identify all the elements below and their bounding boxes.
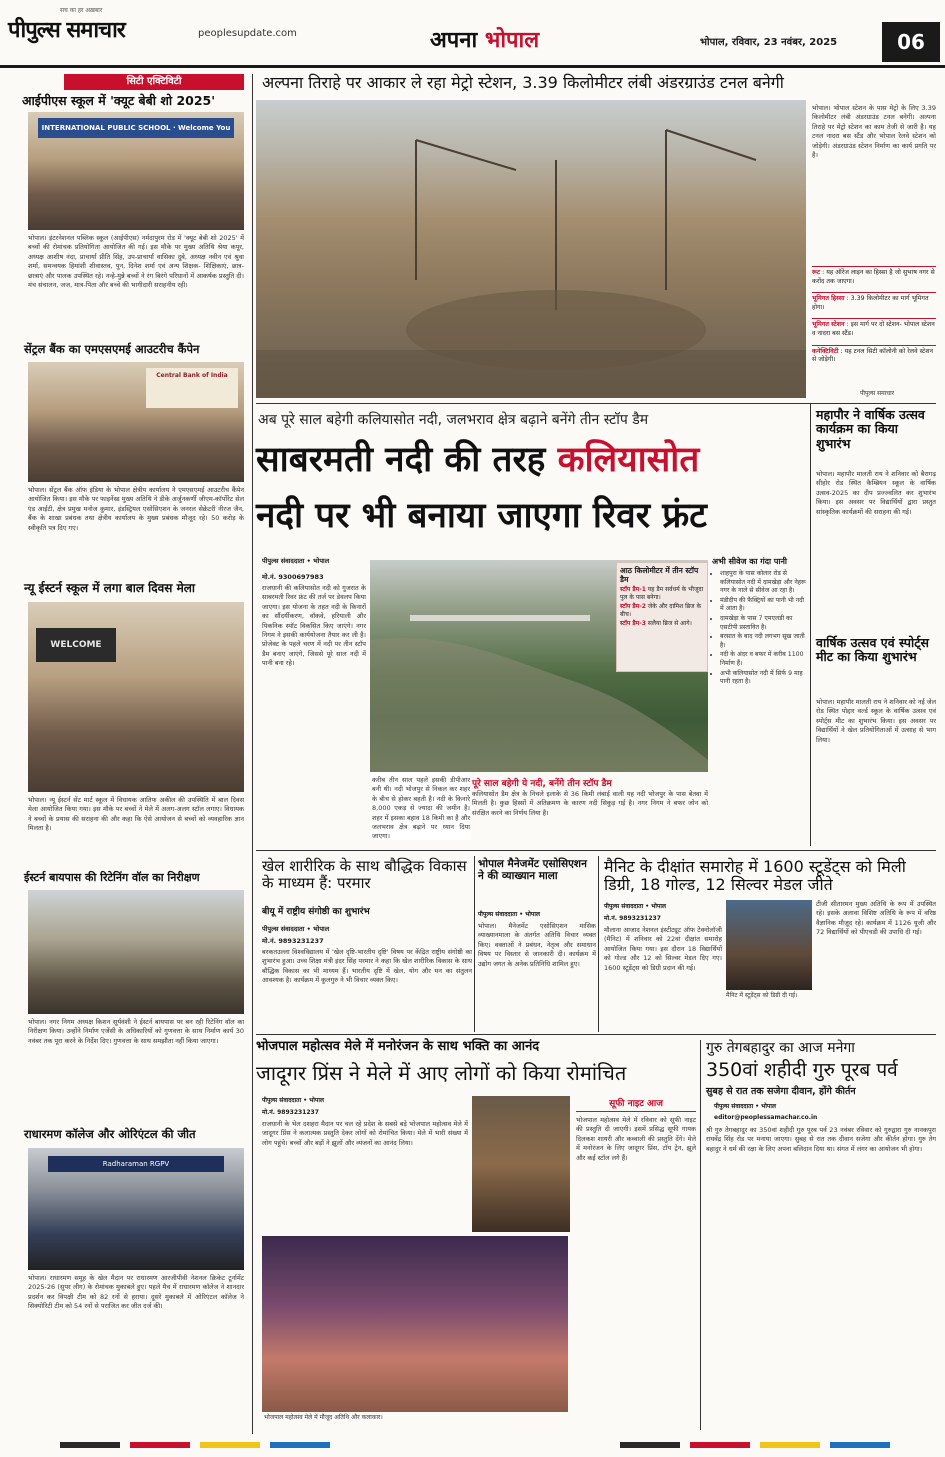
bhojpal-photo-caption: भोजपाल महोत्सव मेले में मौजूद अतिथि और कलाकार। (264, 1414, 383, 1421)
color-swatch (690, 1442, 750, 1448)
sufi-night-text: भोजपाल महोत्सव मेले में रविवार को सूफी नाइट की प्रस्तुति दी जाएगी। इसमें प्रसिद्ध सूफी गायक दिलकश शायरी और कव्वाली की प्रस्तुति देंगे। मेले में मनोरंजन के लिए जादूगर प्रिंस, टॉय ट्रेन, झूले और कई स्टॉल लगे हैं। (576, 1116, 696, 1162)
color-swatch (830, 1442, 890, 1448)
khel-subhead: बीयू में राष्ट्रीय संगोष्ठी का शुभारंभ (262, 907, 370, 917)
school-banner: INTERNATIONAL PUBLIC SCHOOL · Welcome You (38, 118, 234, 138)
lower-divider (256, 1034, 936, 1035)
manit-byline: पीपुल्स संवाददाता • भोपाल (604, 903, 666, 910)
stop-dam-1-text: यह डैम सर्वधर्म के भीजूदा पुल के पास बनेगा। (620, 586, 704, 601)
manit-text-2: टीजी सीतारमन मुख्य अतिथि के रूप में उपस्थित रहे। इसके अलावा विशिष्ट अतिथि के रूप में वरिष्ठ वैज्ञानिक मौजूद रहे। कार्यक्रम में 1126 यूजी और 72 विद्यार्थियों को पीएचडी की उपाधि दी गई। (816, 900, 936, 937)
footer-color-strip (0, 1438, 945, 1452)
mgmt-divider (598, 856, 599, 1032)
bhojpal-byline: पीपुल्स संवाददाता • भोपाल (262, 1097, 324, 1104)
metro-fact-3: भूमिगत स्टेशन : इस मार्ग पर दो स्टेशन- भोपाल स्टेशन व नादरा बस स्टैंड। (812, 318, 936, 338)
stop-dam-3 (620, 620, 704, 628)
khel-divider (474, 856, 475, 1032)
metro-fact-4: कनेक्टिविटी : यह टनल सिटी कॉलोनी को रेलवे स्टेशन से जोड़ेगी। (812, 345, 936, 365)
metro-fact-2-label: भूमिगत हिस्सा (812, 295, 845, 303)
metro-facts (812, 266, 936, 365)
kaliyasot-mobile: मो.नं. 9300697983 (262, 573, 324, 581)
bhojpal-stage-photo (262, 1236, 568, 1412)
sewage-box (712, 556, 808, 688)
website-link[interactable]: peoplesupdate.com (198, 28, 297, 39)
color-swatch (200, 1442, 260, 1448)
mahapaur-text: भोपाल। महापौर मालती राय ने शनिवार को बैरागढ़ सीहोर रोड स्थित कैम्ब्रियन स्कूल के वार्षिक उत्सव-2025 का दीप प्रज्ज्वलित कर शुभारंभ किया। इस अवसर पर विद्यार्थियों द्वारा प्रस्तुत सांस्कृतिक कार्यक्रमों की सराहना की गई। (816, 470, 936, 516)
khel-byline: पीपुल्स संवाददाता • भोपाल (262, 925, 330, 933)
sidebar-story-4-text: भोपाल। नगर निगम अध्यक्ष किशन सूर्यवंशी ने ईस्टर्न बायपास पर बन रही रिटेनिंग वॉल का निरीक्षण किया। उन्होंने निर्माण एजेंसी के अधिकारियों को गुणवत्ता के साथ निर्माण कार्य 30 नवंबर तक पूरा करने के निर्देश दिए। गुणवत्ता के साथ समझौता नहीं किया जाएगा। (28, 1018, 244, 1045)
tournament-banner: Radharaman RGPV (48, 1156, 224, 1172)
cute-baby-show-photo (28, 112, 244, 230)
metro-fact-3-text: इस मार्ग पर दो स्टेशन- भोपाल स्टेशन व नादरा बस स्टैंड। (812, 321, 935, 337)
right-column-divider (810, 404, 811, 846)
guru-deck: गुरु तेगबहादुर का आज मनेगा (706, 1040, 855, 1056)
edition-prefix: अपना (430, 28, 485, 53)
color-swatch (130, 1442, 190, 1448)
metro-fact-4-label: कनेक्टिविटी (812, 347, 839, 355)
sidebar-story-5-headline: राधारमण कॉलेज और ओरिएंटल की जीत (24, 1127, 196, 1141)
sidebar-story-1-headline: आईपीएस स्कूल में 'क्यूट बेबी शो 2025' (22, 93, 216, 108)
guru-headline: 350वां शहीदी गुरु पूरब पर्व (706, 1059, 898, 1081)
stop-dam-1 (620, 586, 704, 601)
sidebar-divider (252, 74, 253, 1434)
kaliyasot-photo-caption-text: पूरे साल बहेगी ये नदी, बनेंगे तीन स्टॉप डैम (472, 779, 612, 789)
guru-subhead: सुबह से रात तक सजेगा दीवान, होंगे कीर्तन (706, 1086, 856, 1097)
logo-tagline: सच का हर अख़बार (60, 7, 103, 14)
metro-fact-4-text: यह टनल सिटी कॉलोनी को रेलवे स्टेशन से जोड़ेगी। (812, 347, 933, 364)
metro-fact-1: रूट : यह ऑरेंज लाइन का हिस्सा है जो सुभाष नगर से करोंद तक जाएगा। (812, 266, 936, 286)
mgmt-headline: भोपाल मैनेजमेंट एसोसिएशन ने की व्याख्यान माला (478, 858, 587, 883)
mgmt-text: भोपाल। मैनेजमेंट एसोसिएशन मासिक व्याख्यानमाला के अंतर्गत अतिथि विचार व्यक्त किए। वक्ताओं ने प्रबंधन, नेतृत्व और समाधान विषय पर विस्तार से जानकारी दी। कार्यक्रम में उद्योग जगत के अनेक प्रतिनिधि शामिल हुए। (478, 922, 596, 968)
metro-fact-2: भूमिगत हिस्सा : 3.39 किलोमीटर का मार्ग भूमिगत होगा। (812, 292, 936, 312)
sidebar-story-3-text: भोपाल। न्यू ईस्टर्न सेंट मार्ट स्कूल में विधायक आतिफ अकील की उपस्थिति में बाल दिवस मेला आयोजित किया गया। इस मौके पर बच्चों ने मेले में अलग-अलग स्टॉल लगाए। विधायक ने बच्चों के प्रयास की सराहना की और कहा कि ऐसे आयोजन से बच्चों को व्यवहारिक ज्ञान मिलता है। (28, 796, 244, 833)
bank-banner: Central Bank of India (146, 368, 238, 408)
sewage-box-title: अभी सीवेज का गंदा पानी (712, 557, 787, 566)
annual-sports-text: भोपाल। महापौर मालती राय ने शनिवार को नई जेल रोड स्थित पोद्दार वर्ल्ड स्कूल के वार्षिक उत्सव एवं स्पोर्ट्स मीट का शुभारंभ किया। इस अवसर पर विद्यार्थियों ने खेल प्रतियोगिताओं में उत्साह से भाग लिया। (816, 698, 936, 744)
dateline: भोपाल, रविवार, 23 नवंबर, 2025 (700, 37, 838, 48)
metro-text: भोपाल। भोपाल स्टेशन के पास मेट्रो के लिए 3.39 किलोमीटर लंबी अंडरग्राउंड टनल बनेगी। अल्पना तिराहे पर मेट्रो स्टेशन का काम तेजी से जारी है। यह टनल नादरा बस स्टैंड और भोपाल रेलवे स्टेशन को जोड़ेगी। अंडरग्राउंड स्टेशन निर्माण का कार्य प्रगति पर है। (812, 104, 936, 160)
stop-dam-1-label: स्टॉप डैम-1 (620, 586, 646, 593)
sufi-night-title: सूफी नाइट आज (576, 1096, 696, 1112)
page-number: 06 (882, 22, 940, 62)
color-swatch (760, 1442, 820, 1448)
stop-dam-3-text: सलैया ब्रिज से आगे। (647, 620, 692, 628)
central-bank-photo (28, 362, 244, 482)
khel-text: बरकतउल्ला विश्वविद्यालय में 'खेल दृष्टि-भारतीय दृष्टि' विषय पर केंद्रित राष्ट्रीय संगोष्ठी का शुभारंभ हुआ। उच्च शिक्षा मंत्री इंदर सिंह परमार ने कहा कि खेल शारीरिक विकास के साथ बौद्धिक विकास का भी माध्यम हैं। भारतीय दृष्टि में खेल, योग और मन का संतुलन आवश्यक है। कार्यक्रम में कुलगुरु ने भी विचार व्यक्त किए। (262, 948, 472, 985)
manit-graduate-photo (726, 900, 812, 990)
sewage-item: • मंडीदीप की फैक्ट्रियों का पानी भी नदी में आता है। (720, 597, 808, 614)
kaliyasot-photo-caption (472, 776, 708, 789)
khel-mobile: मो.नं. 9893231237 (262, 937, 324, 945)
mid-divider (256, 850, 936, 851)
stop-dam-2 (620, 603, 704, 618)
bhojpal-deck: भोजपाल महोत्सव मेले में मनोरंजन के साथ भक्ति का आनंद (256, 1039, 540, 1054)
masthead (0, 0, 945, 68)
metro-fact-1-label: रूट (812, 269, 821, 276)
crane-illustration (256, 100, 806, 398)
mahapaur-headline: महापौर ने वार्षिक उत्सव कार्यक्रम का किया शुभारंभ (816, 407, 925, 451)
kaliyasot-bottom-text: कलियासोत डैम क्षेत्र के निचले इलाके से 36 किमी लंबाई वाली यह नदी भोजपुर के पास बेतवा में मिलती है। कुछ हिस्सों में अतिक्रमण के कारण नदी सिकुड़ गई है। नगर निगम ने बफर जोन को संरक्षित करने का निर्णय लिया है। (472, 790, 708, 817)
edition-city: भोपाल (484, 28, 540, 53)
sidebar-story-3-headline: न्यू ईस्टर्न स्कूल में लगा बाल दिवस मेला (24, 581, 195, 595)
kaliyasot-col1: राजधानी की कलियासोत नदी को गुजरात के साबरमती रिवर फ्रंट की तर्ज पर डेवलप किया जाएगा। इस योजना के तहत नदी के किनारों का सौंदर्यीकरण, वॉकवे, हरियाली और पिकनिक स्पॉट विकसित किए जाएंगे। नगर निगम ने इसकी कार्ययोजना तैयार कर ली है। प्रोजेक्ट के पहले चरण में नदी पर तीन स्टॉप डैम बनाए जाएंगे, जिससे पूरे साल नदी में पानी बना रहे। (262, 584, 366, 668)
retaining-wall-inspection-photo (28, 890, 244, 1014)
stop-dam-3-label: स्टॉप डैम-3 (620, 620, 646, 628)
annual-sports-headline: वार्षिक उत्सव एवं स्पोर्ट्स मीट का किया शुभारंभ (816, 635, 929, 665)
sidebar-label: सिटी एक्टिविटी (64, 74, 244, 90)
sidebar-story-4-headline: ईस्टर्न बायपास की रिटेनिंग वॉल का निरीक्षण (24, 871, 200, 884)
khel-headline: खेल शारीरिक के साथ बौद्धिक विकास के माध्यम हैं: परमार (262, 857, 467, 893)
bhojpal-mobile: मो.नं. 9893231237 (262, 1109, 319, 1116)
welcome-board: WELCOME (36, 628, 116, 662)
metro-fact-1-text: यह ऑरेंज लाइन का हिस्सा है जो सुभाष नगर से करोंद तक जाएगा। (812, 269, 935, 285)
kaliyasot-byline: पीपुल्स संवाददाता • भोपाल (262, 557, 330, 565)
stop-dam-2-label: स्टॉप डैम-2 (620, 603, 646, 611)
color-swatch (60, 1442, 120, 1448)
bal-diwas-mela-photo (28, 602, 244, 792)
bhojpal-headline: जादूगर प्रिंस ने मेले में आए लोगों को किया रोमांचित (256, 1061, 627, 1085)
bhojpal-text: राजधानी के भेल दशहरा मैदान पर चल रहे प्रदेश के सबसे बड़े भोजपाल महोत्सव मेले में जादूगर प्रिंस ने कलात्मक प्रस्तुति देकर लोगों को रोमांचित किया। मेले में भारी संख्या में लोग पहुंचे। बच्चों और बड़ों ने झूलों और व्यंजनों का आनंद लिया। (262, 1120, 468, 1147)
sewage-item: • बरसात के बाद नदी लगभग सूख जाती है। (720, 633, 808, 650)
manit-text: मौलाना आजाद नेशनल इंस्टीट्यूट ऑफ टेक्नोलॉजी (मैनिट) में शनिवार को 22वां दीक्षांत समारोह आयोजित किया गया। इस दौरान 18 विद्यार्थियों को गोल्ड और 12 को सिल्वर मेडल दिए गए। 1600 स्टूडेंट्स को डिग्री प्रदान की गई। (604, 926, 722, 972)
manit-headline: मैनिट के दीक्षांत समारोह में 1600 स्टूडेंट्स को मिली डिग्री, 18 गोल्ड, 12 सिल्वर मेडल जीते (604, 857, 906, 895)
kaliyasot-headline-line2: नदी पर भी बनाया जाएगा रिवर फ्रंट (256, 496, 707, 536)
sewage-item: • दामखेड़ा के पास 7 एमएलडी का एसटीपी प्रस्तावित है। (720, 615, 808, 632)
manit-caption: मैनिट में स्टूडेंट्स को डिग्री दी गई। (726, 992, 798, 999)
sewage-list (712, 570, 808, 687)
sewage-item: • अभी कलियासोत नदी में सिर्फ 9 माह पानी रहता है। (720, 670, 808, 687)
sewage-item: • शाहपुरा के पास कोलार रोड से कलियासोत नदी में दामखेड़ा और नेहरू नगर के नाले से सीवेज आ रहा है। (720, 570, 808, 596)
metro-construction-photo (256, 100, 806, 398)
guru-byline: पीपुल्स संवाददाता • भोपाल (714, 1103, 776, 1110)
manit-mobile: मो.नं. 9893231237 (604, 915, 661, 922)
metro-fact-2-text: 3.39 किलोमीटर का मार्ग भूमिगत होगा। (812, 295, 929, 311)
stop-dam-box (616, 562, 708, 672)
guru-text: श्री गुरु तेगबहादुर का 350वां शहीदी गुरु पूरब पर्व 23 नवंबर रविवार को गुरुद्वारा गुरु नानकपुरा राघवेंद्र सिंह रोड पर मनाया जाएगा। सुबह से रात तक दीवान सजेगा और कीर्तन होगा। गुरु तेग बहादुर ने धर्म की रक्षा के लिए अपना बलिदान दिया था। संगत में लंगर का आयोजन भी होगा। (706, 1126, 936, 1153)
sidebar-story-2-headline: सेंट्रल बैंक का एमएसएमई आउटरीच कैंपेन (24, 342, 200, 356)
kaliyasot-col3: करीब तीन साल पहले इसकी डीपीआर बनी थी। नदी भोजपुर से निकल कर शहर के बीच से होकर बहती है। नदी के किनारे 8,000 एकड़ से ज्यादा की जमीन है। शहर में इसका बहाव 18 किमी का है और जलभराव क्षेत्र बढ़ाने पर ध्यान दिया जाएगा। (372, 776, 470, 840)
mgmt-byline: पीपुल्स संवाददाता • भोपाल (478, 911, 540, 918)
kaliyasot-headline-highlight: कलियासोत (557, 440, 700, 480)
stop-dam-2-text: जेके और दामिश ब्रिज के बीच। (620, 603, 702, 618)
sidebar-story-2-text: भोपाल। सेंट्रल बैंक ऑफ इंडिया के भोपाल क्षेत्रीय कार्यालय ने एमएसएमई आउटरीच कैंपेन आयोजित किया। इस मौके पर फाइनेंस्ड मुख्य अतिथि ने डीके अर्जुनकर्णी जीएम-कॉर्पोरेट सेल एंड आईटी, क्षेत्र प्रमुख मनोज कुमार, इंडस्ट्रियल एसोसिएशन के जनरल सेक्रेटरी नीरज जैन, बैंक के शाखा प्रबंधक तथा क्षेत्रीय कार्यालय के मुख्य प्रबंधक मौजूद रहे। 50 करोड़ के स्वीकृति पत्र दिए गए। (28, 486, 244, 532)
magician-photo (472, 1096, 570, 1232)
newspaper-logo: पीपुल्स समाचार (8, 17, 125, 43)
sewage-item: • नदी के अंदर व बफर में करीब 1100 निर्माण हैं। (720, 651, 808, 668)
stop-dam-box-title: आठ किलोमीटर में तीन स्टॉप डैम (620, 566, 699, 584)
guru-email[interactable]: editor@peoplessamachar.co.in (714, 1114, 818, 1121)
metro-headline: अल्पना तिराहे पर आकार ले रहा मेट्रो स्टेशन, 3.39 किलोमीटर लंबी अंडरग्राउंड टनल बनेगी (262, 73, 784, 92)
edition-title (430, 24, 539, 54)
kaliyasot-headline-part1: साबरमती नदी की तरह (256, 440, 558, 480)
metro-divider (256, 403, 936, 404)
sidebar-story-1-text: भोपाल। इंटरनेशनल पब्लिक स्कूल (आईपीएस) नर्मदापुरम रोड में 'क्यूट बेबी शो 2025' में बच्चों की रोमांचक प्रतियोगिता आयोजित की गई। इस मौके पर मुख्य अतिथि श्रेया कपूर, अध्यक्ष आशीष नंदा, प्राचार्या प्रीति सिंह, उप-प्राचार्या वासिका दुबे, अध्यक्ष नवीन एवं श्रुवा शर्मा, समन्वयक हिमांशी शीवास्तव, पुन, दिनेश शर्मा एवं अन्य शिक्षक- शिक्षिकाएं, छात्र-छात्राएं और पालक उपस्थित रहे। नन्हे-मुन्ने बच्चों ने रंग बिरंगे परिधानों में आकर्षक प्रस्तुति दी। मंच संचालन, जज, मात्र-पिता और बच्चे की भागीदारी सराहनीय रही। (28, 234, 244, 290)
sidebar-story-5-text: भोपाल। राधारमण समूह के खेल मैदान पर राधारमण आरजीपीवी नेशनल क्रिकेट टूर्नामेंट 2025-26 (सुपर लीग) के रोमांचक मुकाबले हुए। पहले मैच में राधारमण कॉलेज ने शानदार प्रदर्शन कर विपक्षी टीम को 82 रनों से हराया। दूसरे मुकाबले में ओरिएंटल कॉलेज ने सिक्योरिटी टीम को 54 रनों से पराजित कर जीत दर्ज की। (28, 1274, 244, 1311)
cricket-tournament-photo (28, 1148, 244, 1270)
metro-photo-credit: पीपुल्स समाचार (860, 390, 895, 397)
kaliyasot-deck: अब पूरे साल बहेगी कलियासोत नदी, जलभराव क्षेत्र बढ़ाने बनेंगे तीन स्टॉप डैम (258, 412, 649, 428)
color-swatch (270, 1442, 330, 1448)
color-swatch (620, 1442, 680, 1448)
kaliyasot-headline-line1 (256, 440, 806, 480)
guru-divider (700, 1040, 701, 1430)
metro-fact-3-label: भूमिगत स्टेशन (812, 321, 845, 329)
